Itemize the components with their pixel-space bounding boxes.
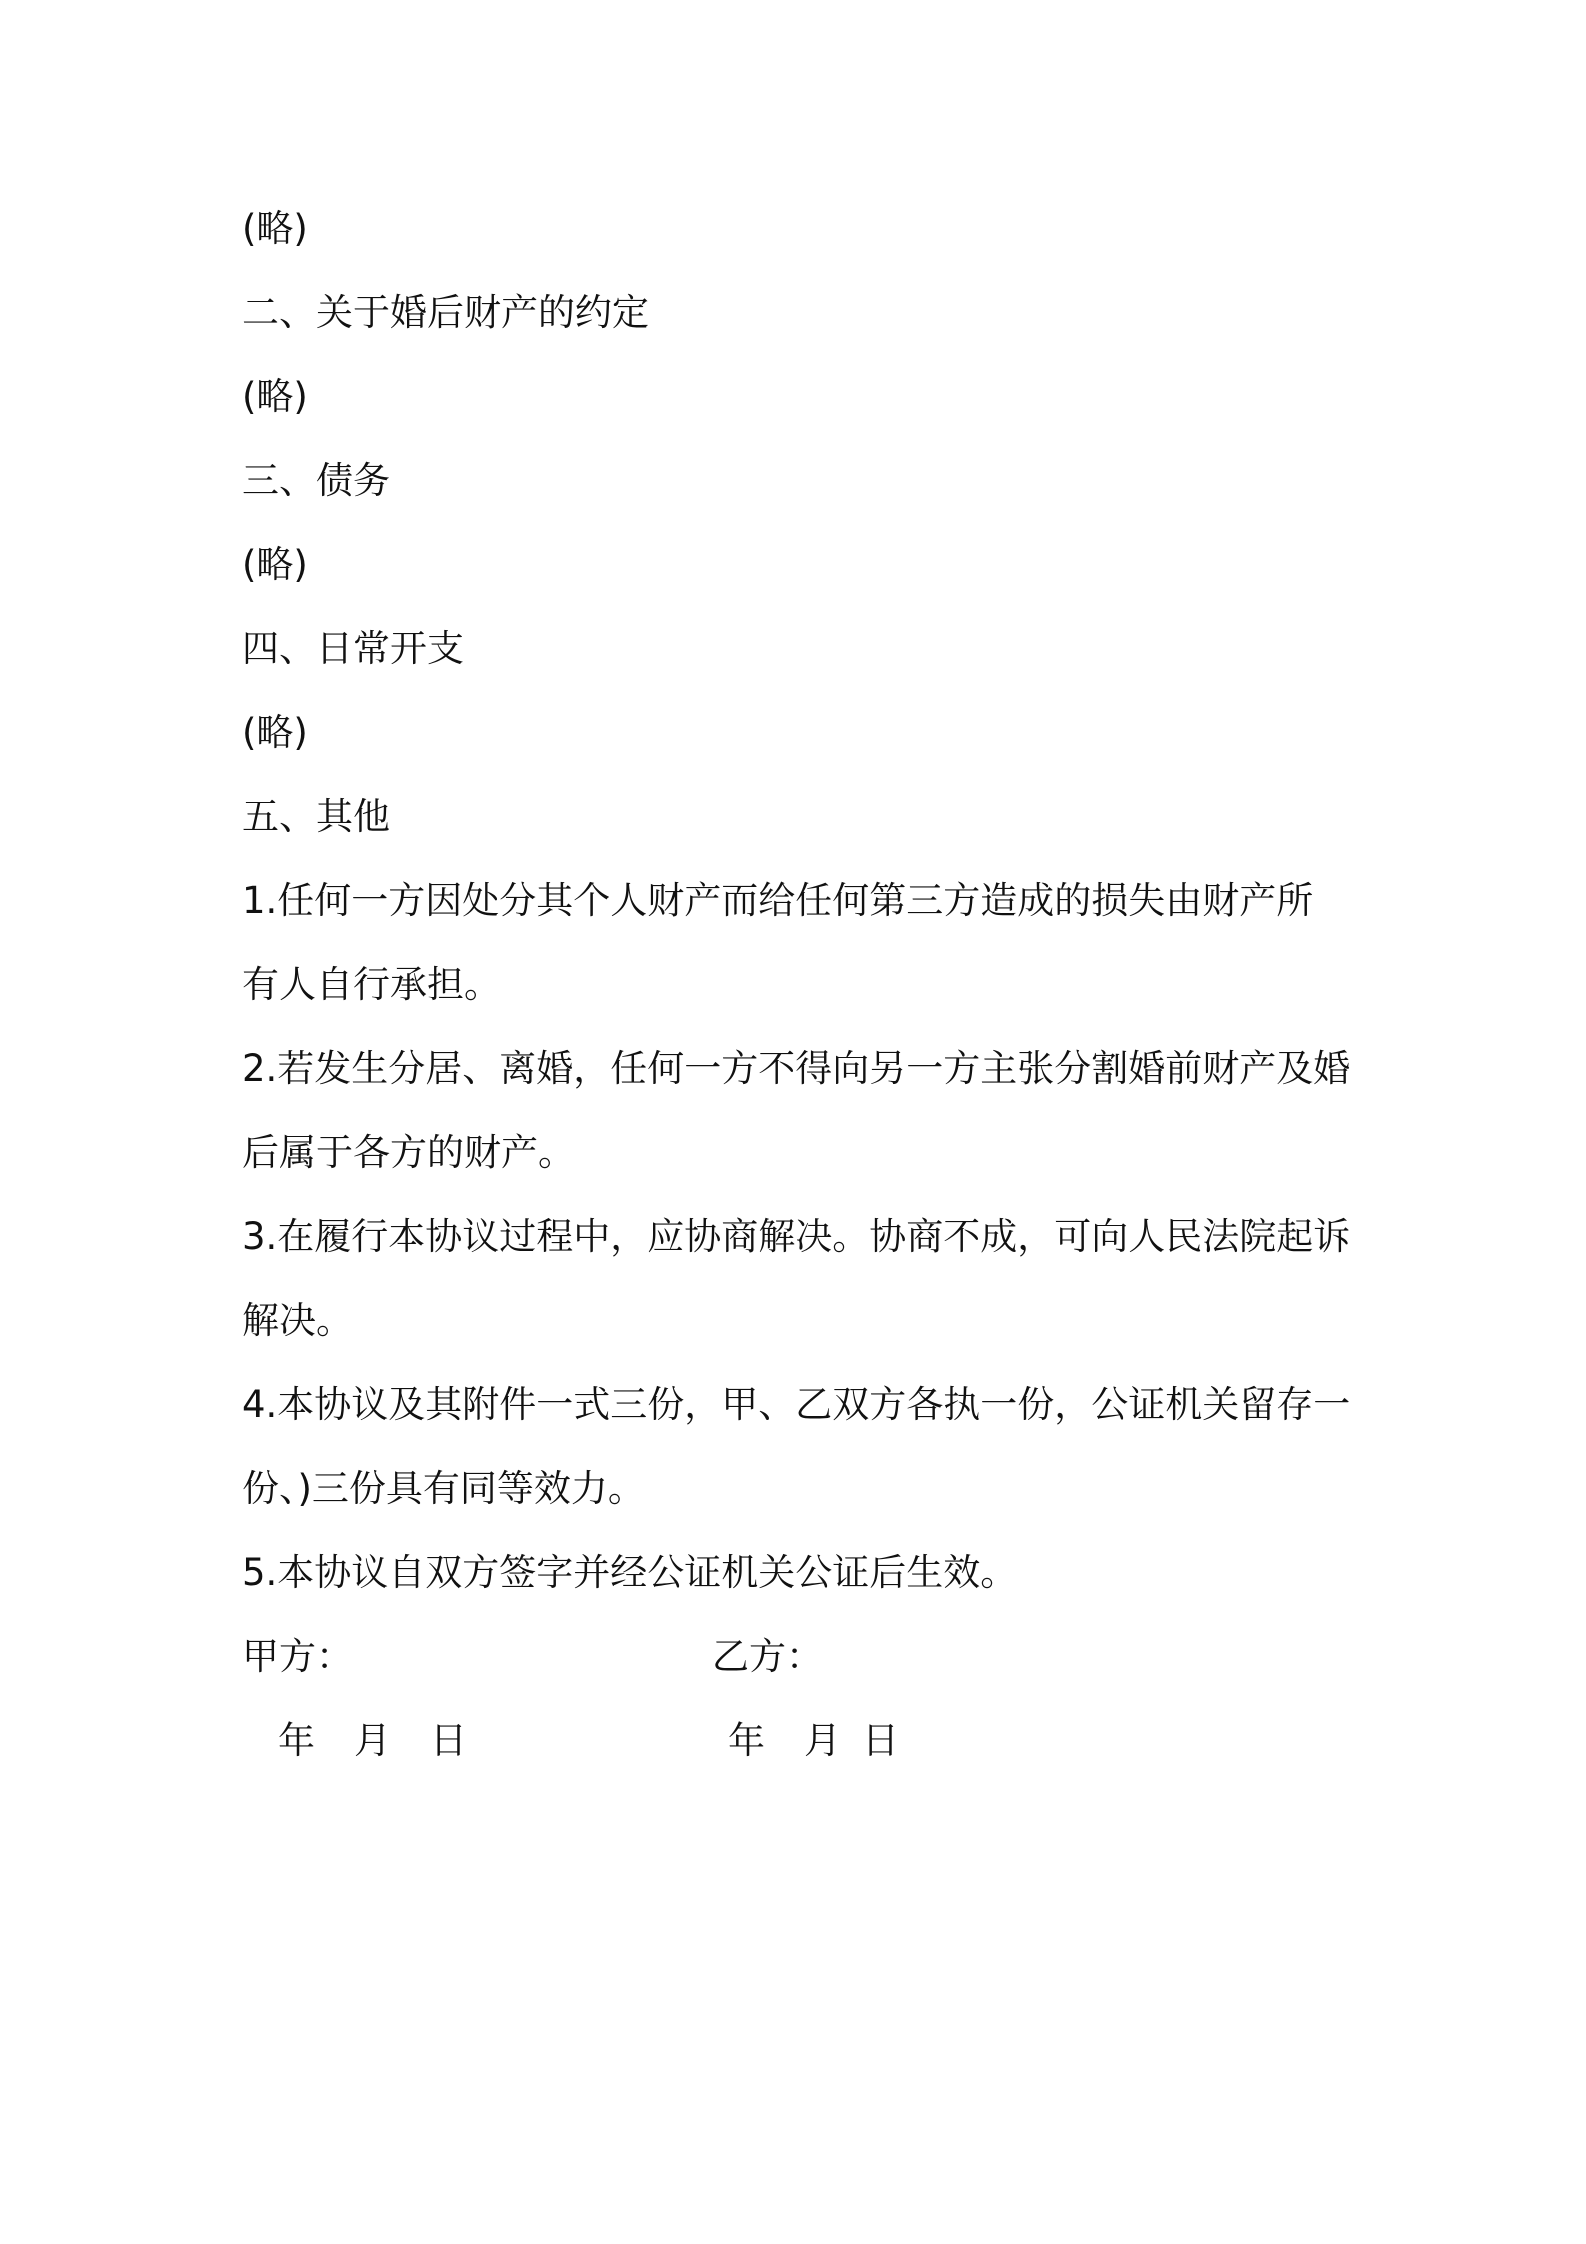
party-a-month: 月	[354, 1719, 391, 1762]
section-heading-4: 四、日常开支	[242, 627, 464, 670]
clause-4-line-1: 4.本协议及其附件一式三份，甲、乙双方各执一份，公证机关留存一	[242, 1383, 1351, 1426]
party-a-day: 日	[430, 1719, 467, 1762]
party-a-signature-label: 甲方：	[242, 1635, 353, 1678]
clause-1-line-1: 1.任何一方因处分其个人财产而给任何第三方造成的损失由财产所	[242, 879, 1314, 922]
clause-2-line-2: 后属于各方的财产。	[242, 1131, 575, 1174]
omitted-text-3: (略)	[242, 543, 308, 586]
clause-4-line-2: 份、)三份具有同等效力。	[242, 1467, 645, 1510]
omitted-text-2: (略)	[242, 375, 308, 418]
clause-1-line-2: 有人自行承担。	[242, 963, 501, 1006]
omitted-text-4: (略)	[242, 711, 308, 754]
party-b-day: 日	[862, 1719, 899, 1762]
clause-3-line-1: 3.在履行本协议过程中，应协商解决。协商不成，可向人民法院起诉	[242, 1215, 1351, 1258]
section-heading-5: 五、其他	[242, 795, 390, 838]
omitted-text-1: (略)	[242, 207, 308, 250]
party-b-signature-label: 乙方：	[712, 1635, 823, 1678]
section-heading-2: 二、关于婚后财产的约定	[242, 291, 649, 334]
party-b-month: 月	[804, 1719, 841, 1762]
clause-3-line-2: 解决。	[242, 1299, 353, 1342]
section-heading-3: 三、债务	[242, 459, 390, 502]
clause-2-line-1: 2.若发生分居、离婚，任何一方不得向另一方主张分割婚前财产及婚	[242, 1047, 1351, 1090]
party-a-year: 年	[278, 1719, 315, 1762]
party-b-year: 年	[728, 1719, 765, 1762]
clause-5: 5.本协议自双方签字并经公证机关公证后生效。	[242, 1551, 1018, 1594]
